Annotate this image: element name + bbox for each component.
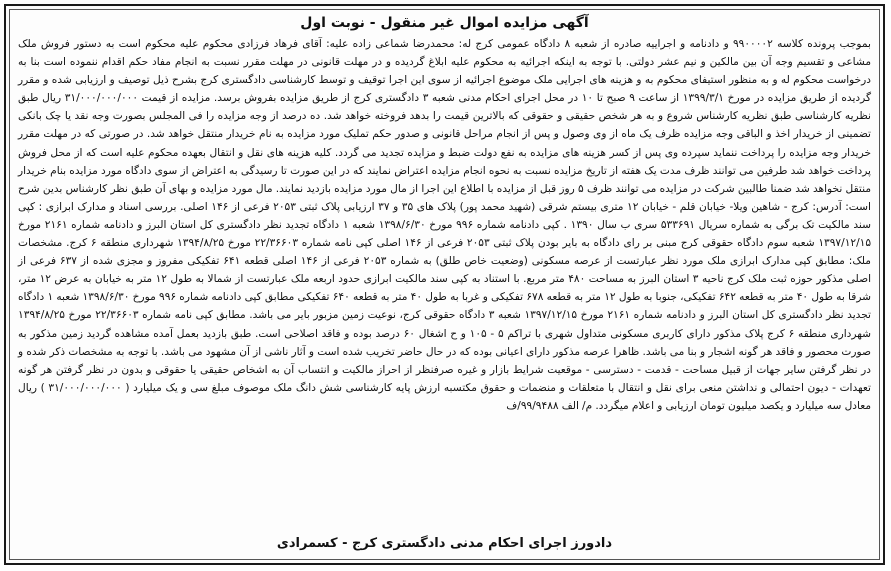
- notice-body: بموجب پرونده کلاسه ۹۹۰۰۰۰۲ و دادنامه و اجراییه صادره از شعبه ۸ دادگاه عمومی کرج له: محمدرضا شماعی زاده علیه: آقای فرهاد فرزادی محکوم علیه محکوم است به دستور فروش ملک مشاعی و تقسیم وجه آن بین مالکین و نیم عشر دولتی. با توجه به اینکه اجرائیه به محکوم علیه ابلاغ گردیده و در مهلت قانونی در مهلت مقرر نسبت به انجام مفاد حکم اقدام ننموده است بنا به درخواست محکوم له و به منظور استیفای محکوم به و هزینه های اجرایی ملک موضوع اجرائیه از سوی این اجرا توقیف و توسط کارشناسی دادگستری کرج بشرح ذیل توصیف و ارزیابی شده و مقرر گردیده از طریق مزایده در مورخ ۱۳۹۹/۳/۱ از ساعت ۹ صبح تا ۱۰ در محل اجرای احکام مدنی شعبه ۳ دادگستری کرج از طریق مزایده بفروش برسد. مزایده از قیمت ۳۱/۰۰۰/۰۰۰/۰۰۰ ریال طبق نظریه کارشناسی طبق نظریه کارشناس شروع و به هر شخص حقیقی و حقوقی که بالاترین قیمت را بدهد فروخته خواهد شد. ده درصد از وجه مزایده را فی المجلس بصورت وجه نقد یا چک بانکی تضمینی از خریدار اخذ و الباقی وجه مزایده ظرف یک ماه از وی وصول و پس از انجام مراحل قانونی و صدور حکم تملیک مورد مزایده به نام خریدار منتقل خواهد شد. در صورتی که در مهلت مقرر خریدار وجه مزایده را پرداخت ننماید سپرده وی پس از کسر هزینه های مزایده به نفع دولت ضبط و مزایده تجدید می گردد. کلیه هزینه های نقل و انتقال بعهده محکوم علیه است که از محل فروش پرداخت خواهد شد طرفین می توانند ظرف مدت یک هفته از تاریخ مزایده نسبت به نحوه انجام مزایده اعتراض نمایند که در این صورت تا رسیدگی به اعتراض از سوی دادگاه مورد مزایده بنام خریدار منتقل نخواهد شد ضمنا طالبین شرکت در مزایده می توانند ظرف ۵ روز قبل از مزایده با اطلاع این اجرا از مال مورد مزایده بازدید نمایند. مال مورد مزایده و بهای آن طبق نظر کارشناس بدین شرح است: آدرس: کرج - شاهین ویلا- خیابان قلم - خیابان ۱۲ متری بیستم شرقی (شهید محمد پور) پلاک های ۳۵ و ۳۷ ارزیابی پلاک ثبتی ۲۰۵۳ فرعی از ۱۴۶ اصلی. بررسی اسناد و مدارک ابرازی : کپی سند مالکیت تک برگی به شماره سریال ۵۳۳۶۹۱ سری ب سال ۱۳۹۰ . کپی دادنامه شماره ۹۹۶ مورخ ۱۳۹۸/۶/۳۰ شعبه ۱ دادگاه تجدید نظر دادگستری کل استان البرز و دادنامه شماره ۲۱۶۱ مورخ ۱۳۹۷/۱۲/۱۵ شعبه سوم دادگاه حقوقی کرج مبنی بر رای دادگاه به بایر بودن پلاک ثبتی ۲۰۵۳ فرعی از ۱۴۶ اصلی کپی نامه شماره ۲۲/۳۶۶۰۳ مورخ ۱۳۹۴/۸/۲۵ شهرداری منطقه ۶ کرج. مشخصات ملک: مطابق کپی مدارک ابرازی ملک مورد نظر عبارتست از عرصه مسکونی (وضعیت خاص طلق) به شماره ۲۰۵۳ فرعی از ۱۴۶ اصلی قطعه ۶۴۱ تفکیکی مفروز و مجزی شده از ۶۳۷ فرعی از اصلی مذکور حوزه ثبت ملک کرج ناحیه ۳ استان البرز به مساحت ۴۸۰ متر مربع. با استناد به کپی سند مالکیت ابرازی حدود اربعه ملک عبارتست از شمالا به طول ۱۲ متر به خیابان به عرض ۱۲ متر، شرقا به طول ۴۰ متر به قطعه ۶۴۲ تفکیکی، جنوبا به طول ۱۲ متر به قطعه ۶۷۸ تفکیکی و غربا به طول ۴۰ متر به قطعه ۶۴۰ تفکیکی مطابق کپی دادنامه شماره ۹۹۶ مورخ ۱۳۹۸/۶/۳۰ شعبه ۱ دادگاه تجدید نظر دادگستری کل استان البرز و دادنامه شماره ۲۱۶۱ مورخ ۱۳۹۷/۱۲/۱۵ شعبه ۳ دادگاه حقوقی کرج، نوعیت زمین مزبور بایر می باشد. مطابق کپی نامه شماره ۲۲/۳۶۶۰۳ مورخ ۱۳۹۴/۸/۲۵ شهرداری منطقه ۶ کرج پلاک مذکور دارای کاربری مسکونی متداول شهری با تراکم ۵ - ۱۰۵ و ح اشغال ۶۰ درصد بوده و فاقد اصلاحی است. طبق بازدید بعمل آمده مشاهده گردید زمین مذکور به صورت محصور و فاقد هر گونه اشجار و بنا می باشد. ظاهرا عرصه مذکور دارای اعیانی بوده که در حال حاضر تخریب شده است و آثار ناشی از آن مشهود می باشد. با توجه به مشخصات ذکر شده و در نظر گرفتن سایر جهات از قبیل مساحت - قدمت - دسترسی - موقعیت شرایط بازار و غیره صرفنظر از احراز مالکیت و انتساب آن به اشخاص حقیقی یا حقوقی و بدون در نظر گرفتن هر گونه تعهدات - دیون احتمالی و نداشتن منعی برای نقل و انتقال با متعلقات و منضمات و حقوق مکتسبه ارزش پایه کارشناسی شش دانگ ملک موصوف مبلغ سی و یک میلیارد ( ۳۱/۰۰۰/۰۰۰/۰۰۰ ) ریال معادل سه میلیارد و یکصد میلیون تومان ارزیابی و اعلام میگردد. م/ الف ۹۹/۹۴۸۸/ف: [18, 38, 872, 412]
- notice-frame: [4, 4, 885, 565]
- notice-signature: دادورز اجرای احکام مدنی دادگستری کرج - کسمرادی: [276, 536, 613, 551]
- notice-title: آگهی مزایده اموال غیر منقول - نوبت اول: [300, 15, 589, 31]
- notice-inner-border: [9, 9, 880, 560]
